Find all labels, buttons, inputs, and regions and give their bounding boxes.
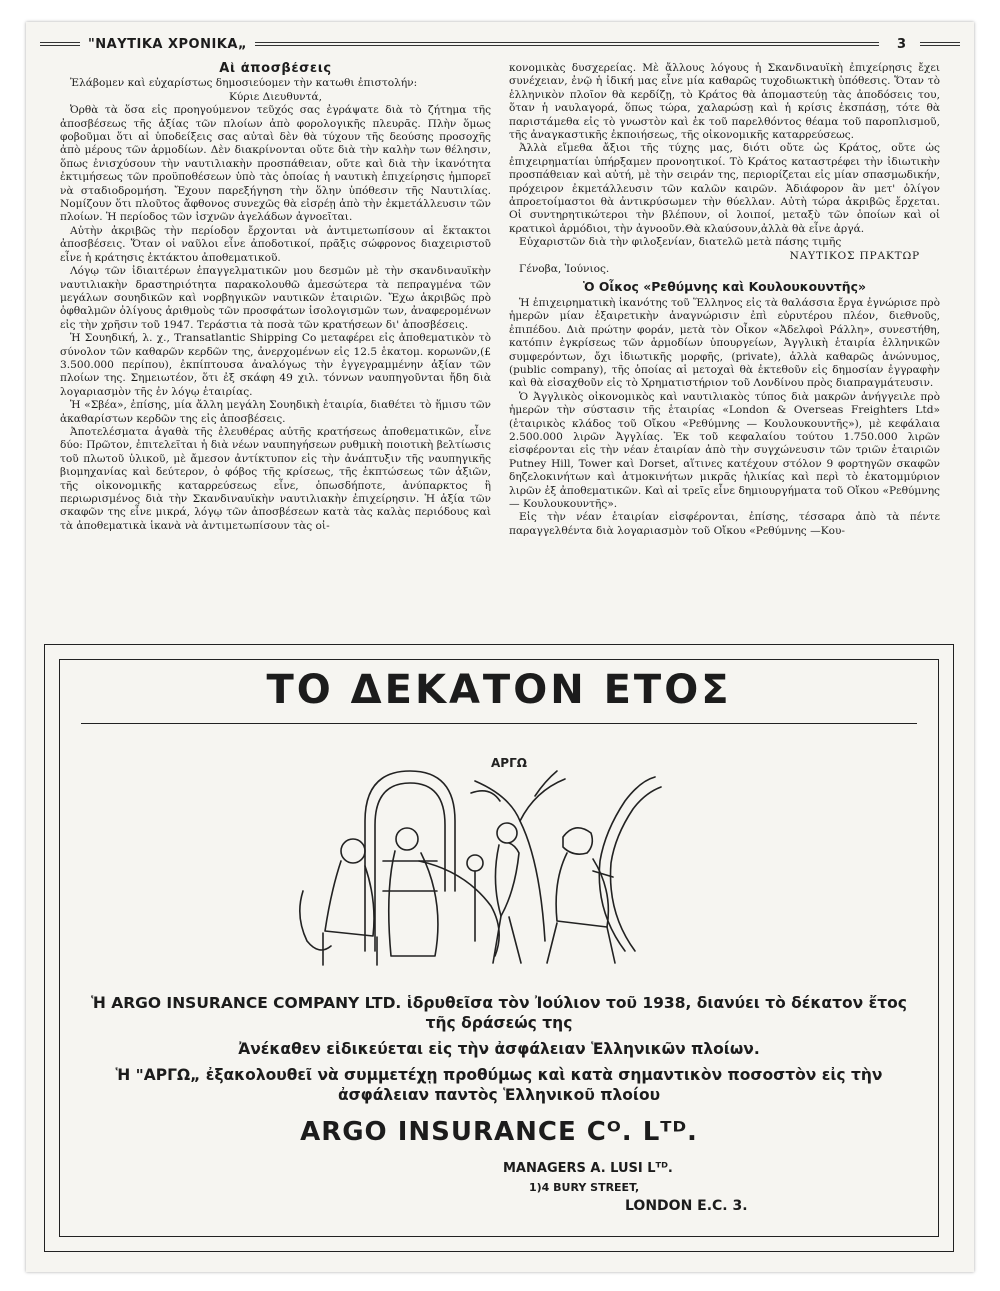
managers-line: MANAGERS A. LUSI Lᵀᴰ.	[503, 1161, 673, 1176]
header-rule-right	[920, 42, 960, 46]
advertisement-title: ΤΟ ΔΕΚΑΤΟΝ ΕΤΟΣ	[266, 667, 732, 713]
advertisement-box	[44, 644, 954, 1252]
company-name: ARGO INSURANCE Cᴼ. Lᵀᴰ.	[300, 1117, 698, 1147]
right-column	[509, 62, 940, 640]
article-continuation: κονομικὰς δυσχερείας. Μὲ ἄλλους λόγους ἡ Σκανδιναυϊκὴ ἐπιχείρησις ἔχει συνέχειαν, ἐνῷ ἡ ἰδική μας εἶνε μία καθαρῶς τυχοδιωκτικὴ ὑπόθεσις. Ὅταν τὸ ἑλληνικὸν πλοῖον θὰ κερδίζῃ, τὸ Κράτος θὰ ἀπομαστεύῃ τὰς ἀποδόσεις του, ὅταν ἡ ναυλαγορά, ὅπως τώρα, χαλαρώσῃ καὶ ἡ κρίσις ἐκσπάσῃ, τότε θὰ παριστάμεθα εἰς τὸ γνωστὸν καὶ ἐκ τοῦ παρελθόντος θέαμα τοῦ παροπλισμοῦ, τῆς ἀναγκαστικῆς ἐκποιήσεως, τῆς οἰκονομικῆς καταρρεύσεως.	[509, 62, 940, 142]
article-intro: Ἐλάβομεν καὶ εὐχαρίστως δημοσιεύομεν τὴν κατωθι ἐπιστολήν:	[70, 77, 418, 90]
article-paragraph: Αὐτὴν ἀκριβῶς τὴν περίοδον ἔρχονται νὰ ἀντιμετωπίσουν αἱ ἔκτακτοι ἀποσβέσεις. Ὅταν οἱ ναῦλοι εἶνε ἀποδοτικοί, πρᾶξις σώφρονος διαχειριστοῦ εἶνε ἡ κράτησις ἐκτάκτου ἀποθεματικοῦ.	[60, 224, 491, 264]
left-column	[60, 62, 491, 640]
address-line: 1)4 BURY STREET,	[529, 1181, 640, 1194]
letter-salutation: Κύριε Διευθυντά,	[229, 90, 322, 103]
article-paragraph: Ἡ «Σβέα», ἐπίσης, μία ἄλλη μεγάλη Σουηδικὴ ἑταιρία, διαθέτει τὸ ἥμισυ τῶν ἀκαθαρίστων κερδῶν της εἰς ἀποσβέσεις.	[60, 399, 491, 425]
article-paragraph: Ὁ Ἀγγλικὸς οἰκονομικὸς καὶ ναυτιλιακὸς τύπος διὰ μακρῶν ἀνήγγειλε πρὸ ἡμερῶν τὴν σύστασιν τῆς ἑταιρίας «London & Overseas Freighters Ltd» (ἑταιρικὸς κλάδος τοῦ Οἴκου «Ρεθύμνης — Κουλουκουντῆς»), μὲ κεφάλαια 2.500.000 λιρῶν Ἀγγλίας. Ἐκ τοῦ κεφαλαίου τούτου 1.750.000 λιρῶν εἰσφέρονται εἰς τὴν νέαν ἑταιρίαν ἀπὸ τὴν συγχώνευσιν τῶν τριῶν ἑταιριῶν Putney Hill, Tower καὶ Dorset, αἵτινες κατέχουν στόλον 9 φορτηγῶν σκαφῶν δηζελοκινήτων καὶ ἀτμοκινήτων μικρᾶς ἡλικίας καὶ περὶ τὸ ἑκατομμύριον λιρῶν ἐξ ἀποθεματικῶν. Καὶ αἱ τρεῖς εἶνε δημιουργήματα τοῦ Οἴκου «Ρεθύμνης — Κουλουκουντῆς».	[509, 390, 940, 510]
advertisement-line: Ἡ "ΑΡΓΩ„ ἐξακολουθεῖ νὰ συμμετέχῃ προθύμως καὶ κατὰ σημαντικὸν ποσοστὸν εἰς τὴν ἀσφάλειαν παντὸς Ἑλληνικοῦ πλοίου	[115, 1066, 883, 1104]
page-header	[40, 34, 960, 54]
page-number: 3	[896, 36, 906, 52]
article-heading-rethymnis: Ὁ Οἶκος «Ρεθύμνης καὶ Κουλουκουντῆς»	[583, 278, 866, 294]
header-rule-left	[40, 42, 80, 46]
article-paragraph: Ἡ ἐπιχειρηματικὴ ἱκανότης τοῦ Ἕλληνος εἰς τὰ θαλάσσια ἔργα ἐγνώρισε πρὸ ἡμερῶν μίαν ἐξαιρετικὴν ἀναγνώρισιν ἐπὶ εὐρυτέρου πλέον, διεθνοῦς, ἐπιπέδου. Διὰ πρώτην φοράν, μετὰ τὸν Οἶκον «Ἀδελφοὶ Ράλλη», συνεστήθη, κατόπιν ἐγκρίσεως τῶν ἁρμοδίων ὑπουργείων, Ἀγγλικὴ ἑταιρία ἑλληνικῶν συμφερόντων, ὄχι ἰδιωτικῆς μορφῆς, (private), ἀλλὰ καθαρῶς ἀνώνυμος, (public company), τῆς ὁποίας αἱ μετοχαὶ θὰ ἐκτεθοῦν εἰς δημοσίαν ἐγγραφὴν καὶ θὰ εἰσαχθοῦν εἰς τὸ Χρηματιστήριον τοῦ Λονδίνου πρὸς διαπραγμάτευσιν.	[509, 296, 940, 390]
advertisement-line: Ἀνέκαθεν εἰδικεύεται εἰς τὴν ἀσφάλειαν Ἑλληνικῶν πλοίων.	[238, 1040, 760, 1058]
article-paragraph: Λόγῳ τῶν ἰδιαιτέρων ἐπαγγελματικῶν μου δεσμῶν μὲ τὴν σκανδιναυϊκὴν ναυτιλιακὴν δραστηριότητα παρακολουθῶ ἀμεσώτερα τὰ πεπραγμένα τῶν μεγάλων σουηδικῶν καὶ νορβηγικῶν ναυτικῶν ἑταιριῶν. Ἔχω ἀκριβῶς πρὸ ὀφθαλμῶν ὀλίγους ἀριθμοὺς τῶν προσφάτων ἰσολογισμῶν των, ἀναφερομένων εἰς τὴν χρῆσιν τοῦ 1947. Τεράστια τὰ ποσὰ τῶν κρατήσεων δι' ἀποσβέσεις.	[60, 265, 491, 331]
article-paragraph: Ἀποτελέσματα ἀγαθὰ τῆς ἐλευθέρας αὐτῆς κρατήσεως ἀποθεματικῶν, εἶνε δύο: Πρῶτον, ἐπιτελεῖται ἡ διὰ νέων ναυπηγήσεων ρυθμικὴ ποιοτικὴ βελτίωσις τοῦ πλωτοῦ ὑλικοῦ, μὲ ἄμεσον ἀντίκτυπον εἰς τὴν ἀνάπτυξιν τῆς ναυπηγικῆς βιομηχανίας καὶ δεύτερον, ὁ φόβος τῆς κρίσεως, τῆς ἐκπτώσεως τῶν ἀξιῶν, τῆς οἰκονομικῆς καταρρεύσεως εἶνε, ὁπωσδήποτε, ἀνύπαρκτος ἢ περιωρισμένος διὰ τὴν Σκανδιναυϊκὴν ναυτιλιακὴν ἐπιχείρησιν. Ἡ ἀξία τῶν σκαφῶν της εἶνε μικρά, λόγῳ τῶν ἀποσβέσεων κατὰ τὰς καλὰς περιόδους καὶ τὰ ἀποθεματικὰ ἱκανὰ νὰ ἀντιμετωπίσουν τὰς οἰ-	[60, 425, 491, 532]
advertisement-line: Ἡ ARGO INSURANCE COMPANY LTD. ἱδρυθεῖσα τὸν Ἰούλιον τοῦ 1938, διανύει τὸ δέκατον ἔτος τῆς δράσεώς της	[91, 994, 907, 1032]
city-line: LONDON E.C. 3.	[625, 1198, 748, 1214]
article-paragraph: Εἰς τὴν νέαν ἑταιρίαν εἰσφέρονται, ἐπίσης, τέσσαρα ἀπὸ τὰ πέντε παραγγελθέντα διὰ λογαριασμὸν τοῦ Οἴκου «Ρεθύμνης —Κου-	[509, 511, 940, 537]
header-rule-middle	[255, 42, 879, 46]
article-paragraph: Ὀρθὰ τὰ ὅσα εἰς προηγούμενον τεῦχός σας ἐγράψατε διὰ τὸ ζήτημα τῆς ἀποσβέσεως τῆς ἀξίας τῶν πλοίων ἀπὸ φορολογικῆς πλευρᾶς. Πλὴν ὅμως φοβοῦμαι ὅτι αἱ ὑποδείξεις σας αὐταὶ δὲν θὰ τύχουν τῆς δεούσης προσοχῆς ἀπὸ μέρους τῶν ἁρμοδίων. Δὲν διακρίνονται οὔτε διὰ τὴν καλὴν των θέλησιν, ὅπως ἐνισχύσουν τὴν ναυτιλιακὴν προσπάθειαν, οὔτε καὶ διὰ τὴν ἱκανότητα ἐκτιμήσεως τῶν προϋποθέσεων ὑπὸ τὰς ὁποίας ἡ ναυτικὴ ἐπιχείρησις ἠμπορεῖ νὰ σταδιοδρομήση. Ἔχουν παρεξήγηση τὴν ὅλην ὑπόθεσιν τῆς Ναυτιλίας. Νομίζουν ὅτι πλοῦτος ἄφθονος συνεχῶς θὰ εἰσρέῃ ἀπὸ τὴν ἐκμετάλλευσιν τῶν πλοίων. Ἡ περίοδος τῶν ἰσχνῶν ἀγελάδων ἀγνοεῖται.	[60, 104, 491, 224]
letter-signature: ΝΑΥΤΙΚΟΣ ΠΡΑΚΤΩΡ	[789, 249, 920, 262]
article-paragraph: Εὐχαριστῶν διὰ τὴν φιλοξενίαν, διατελῶ μετὰ πάσης τιμῆς	[519, 236, 842, 249]
article-heading-depreciation: Αἱ ἀποσβέσεις	[219, 62, 332, 76]
managers-block	[503, 1159, 823, 1216]
advertisement-title-rule	[81, 723, 917, 724]
text-columns	[60, 62, 940, 640]
newspaper-page	[26, 22, 974, 1272]
article-paragraph: Ἡ Σουηδική, λ. χ., Transatlantic Shipping Co μεταφέρει εἰς ἀποθεματικὸν τὸ σύνολον τῶν καθαρῶν κερδῶν της, ἀνερχομένων εἰς 12.5 ἑκατομ. κορωνῶν,(£ 3.500.000 περίπου), ἐκπίπτουσα ἀναλόγως τὴν ἐγγεγραμμένην ἀξίαν τῶν πλοίων της. Σημειωτέον, ὅτι ἐξ σκάφη 49 χιλ. τόννων ναυπηγοῦνται ἤδη διὰ λογαριασμὸν τῆς ἐν λόγῳ ἑταιρίας.	[60, 332, 491, 398]
letter-place-date: Γένοβα, Ἰούνιος.	[519, 263, 610, 276]
article-paragraph: Ἀλλὰ εἴμεθα ἄξιοι τῆς τύχης μας, διότι οὔτε ὡς Κράτος, οὔτε ὡς ἐπιχειρηματίαι ὑπήρξαμεν προνοητικοί. Τὸ Κράτος καταστρέφει τὴν ἰδιωτικὴν προσπάθειαν καὶ αὐτή, μὲ τὴν σειράν της, περιορίζεται εἰς μίαν σπασμωδικήν, πρόχειρον ἐκμετάλλευσιν τῶν καλῶν καιρῶν. Ἀδιάφορον ἂν μετ' ὀλίγον ἀπροετοίμαστοι θὰ ἀντικρύσωμεν τὴν θύελλαν. Αὐτὴ τώρα ἀκριβῶς ἔρχεται. Οἱ συντηρητικώτεροι τὴν βλέπουν, οἱ λοιποί, μεταξὺ τῶν ὁποίων καὶ οἱ κρατικοὶ ἁρμόδιοι, τὴν ἀγνοοῦν.Θὰ κλαύσουν,ἀλλὰ θὰ εἶνε ἀργά.	[509, 142, 940, 235]
publication-title: "ΝΑΥΤΙΚΑ ΧΡΟΝΙΚΑ„	[88, 36, 247, 52]
illustration-caption: ΑΡΓΩ	[491, 756, 527, 770]
advertisement-body	[85, 993, 913, 1111]
argo-illustration	[295, 741, 675, 977]
